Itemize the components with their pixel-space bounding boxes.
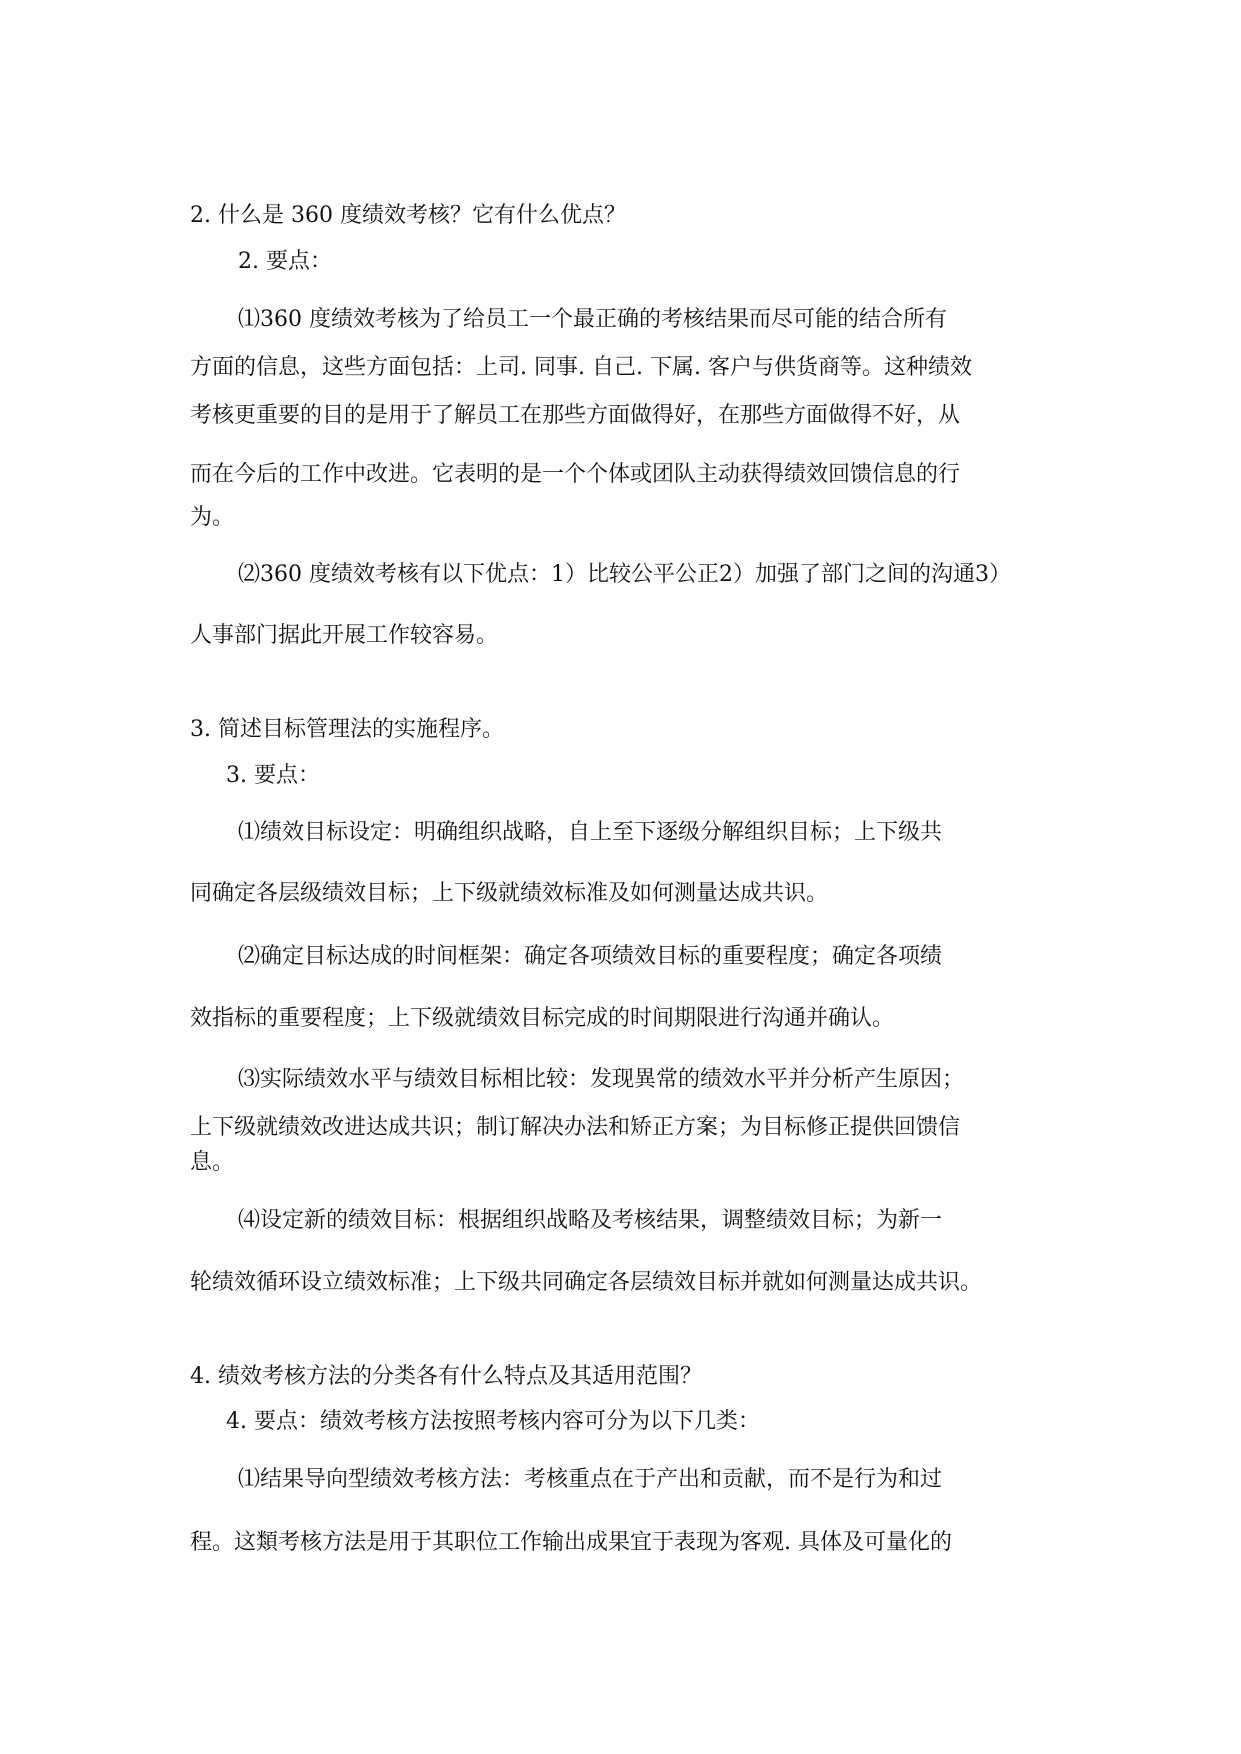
paragraph-line: 考核更重要的目的是用于了解员工在那些方面做得好，在那些方面做得不好，从: [190, 403, 961, 428]
paragraph-line: 同确定各层级绩效目标；上下级就绩效标准及如何测量达成共识。: [190, 881, 829, 906]
paragraph-line: 息。: [190, 1150, 235, 1175]
paragraph-line: 轮绩效循环设立绩效标准；上下级共同确定各层绩效目标并就如何测量达成共识。: [190, 1270, 983, 1295]
answer-3-heading: 3. 要点：: [226, 763, 320, 788]
question-4-title: 4. 绩效考核方法的分类各有什么特点及其适用范围？: [190, 1364, 702, 1389]
paragraph-line: 为。: [190, 505, 235, 530]
paragraph-line: ⑵确定目标达成的时间框架：确定各项绩效目标的重要程度；确定各项绩: [238, 944, 943, 969]
paragraph-line: ⑴360 度绩效考核为了给员工一个最正确的考核结果而尽可能的结合所有: [238, 307, 947, 332]
paragraph-line: ⑶实际绩效水平与绩效目标相比较：发现異常的绩效水平并分析产生原因；: [238, 1067, 965, 1092]
answer-2-heading: 2. 要点：: [238, 249, 332, 274]
paragraph-line: 方面的信息，这些方面包括：上司. 同事. 自己. 下属. 客户与供货商等。这种绩效: [190, 355, 972, 380]
answer-4-heading: 4. 要点：绩效考核方法按照考核内容可分为以下几类：: [226, 1409, 760, 1434]
paragraph-line: 上下级就绩效改进达成共识；制订解决办法和矫正方案；为目标修正提供回馈信: [190, 1115, 961, 1140]
paragraph-line: ⑷设定新的绩效目标：根据组织战略及考核结果，调整绩效目标；为新一: [238, 1208, 943, 1233]
paragraph-line: 而在今后的工作中改进。它表明的是一个个体或团队主动获得绩效回馈信息的行: [190, 462, 961, 487]
question-2-title: 2. 什么是 360 度绩效考核？它有什么优点？: [190, 203, 626, 228]
paragraph-line: ⑵360 度绩效考核有以下优点：1）比较公平公正2）加强了部门之间的沟通3）: [238, 562, 1011, 587]
paragraph-line: 人事部门据此开展工作较容易。: [190, 623, 499, 648]
paragraph-line: 程。这類考核方法是用于其职位工作输出成果宜于表现为客观. 具体及可量化的: [190, 1530, 952, 1555]
paragraph-line: ⑴绩效目标设定：明确组织战略，自上至下逐级分解组织目标；上下级共: [238, 820, 943, 845]
paragraph-line: 效指标的重要程度；上下级就绩效目标完成的时间期限进行沟通并确认。: [190, 1006, 895, 1031]
question-3-title: 3. 简述目标管理法的实施程序。: [190, 717, 504, 742]
paragraph-line: ⑴结果导向型绩效考核方法：考核重点在于产出和贡献，而不是行为和过: [238, 1467, 943, 1492]
